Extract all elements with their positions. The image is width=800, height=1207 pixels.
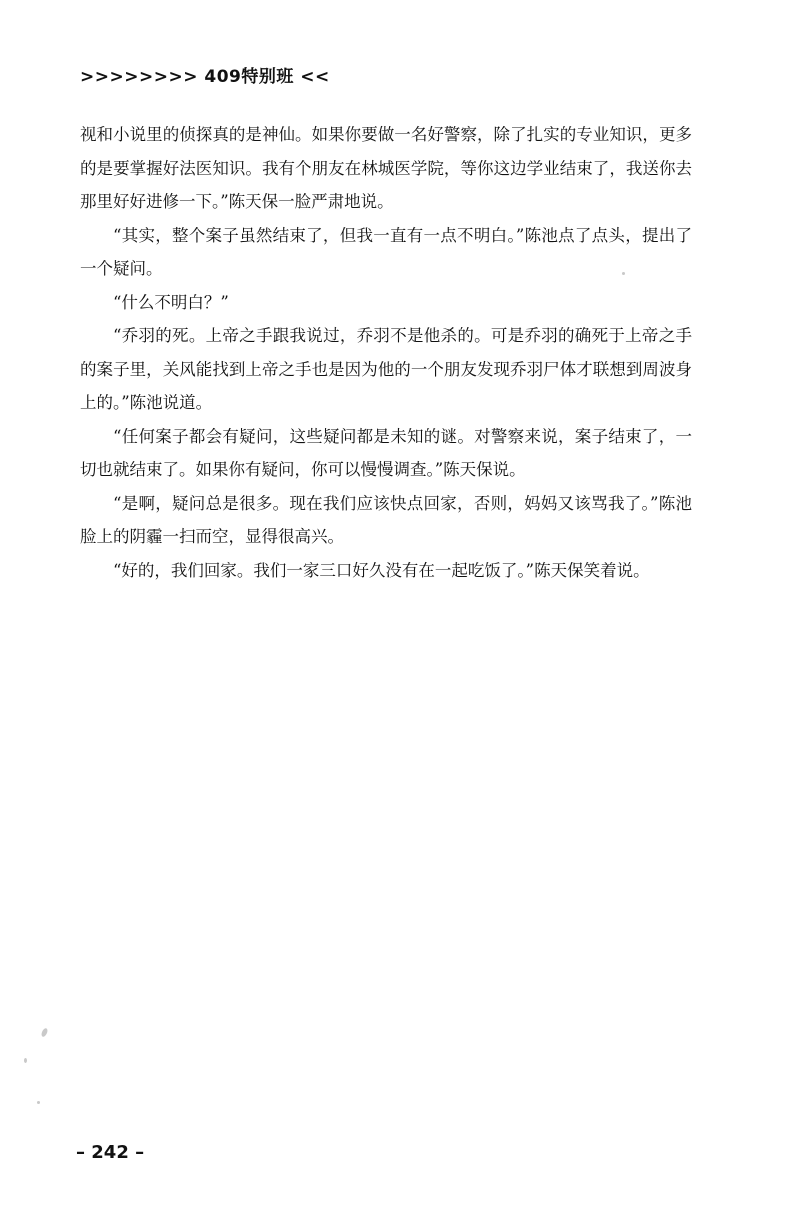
paragraph-continued: 视和小说里的侦探真的是神仙。如果你要做一名好警察，除了扎实的专业知识，更多的是要掌握好法医知识。我有个朋友在林城医学院，等你这边学业结束了，我送你去那里好好进修一下。”陈天保一脸严肃地说。	[80, 125, 692, 211]
page-number: – 242 –	[76, 1142, 145, 1163]
paragraph: “乔羽的死。上帝之手跟我说过，乔羽不是他杀的。可是乔羽的确死于上帝之手的案子里，关风能找到上帝之手也是因为他的一个朋友发现乔羽尸体才联想到周波身上的。”陈池说道。	[80, 326, 692, 412]
scan-speck	[40, 1027, 48, 1037]
paragraph: “什么不明白？”	[113, 292, 229, 312]
paragraph: “好的，我们回家。我们一家三口好久没有在一起吃饭了。”陈天保笑着说。	[113, 560, 650, 580]
paragraph: “是啊，疑问总是很多。现在我们应该快点回家，否则，妈妈又该骂我了。”陈池脸上的阴霾一扫而空，显得很高兴。	[80, 493, 692, 546]
scan-speck	[24, 1058, 27, 1063]
body-text	[80, 118, 692, 587]
running-header: >>>>>>>> 409特别班 <<	[80, 67, 330, 87]
scan-speck	[622, 272, 625, 275]
paragraph: “其实，整个案子虽然结束了，但我一直有一点不明白。”陈池点了点头，提出了一个疑问。	[80, 225, 692, 278]
scan-speck	[37, 1101, 40, 1104]
paragraph: “任何案子都会有疑问，这些疑问都是未知的谜。对警察来说，案子结束了，一切也就结束了。如果你有疑问，你可以慢慢调查。”陈天保说。	[80, 426, 692, 479]
